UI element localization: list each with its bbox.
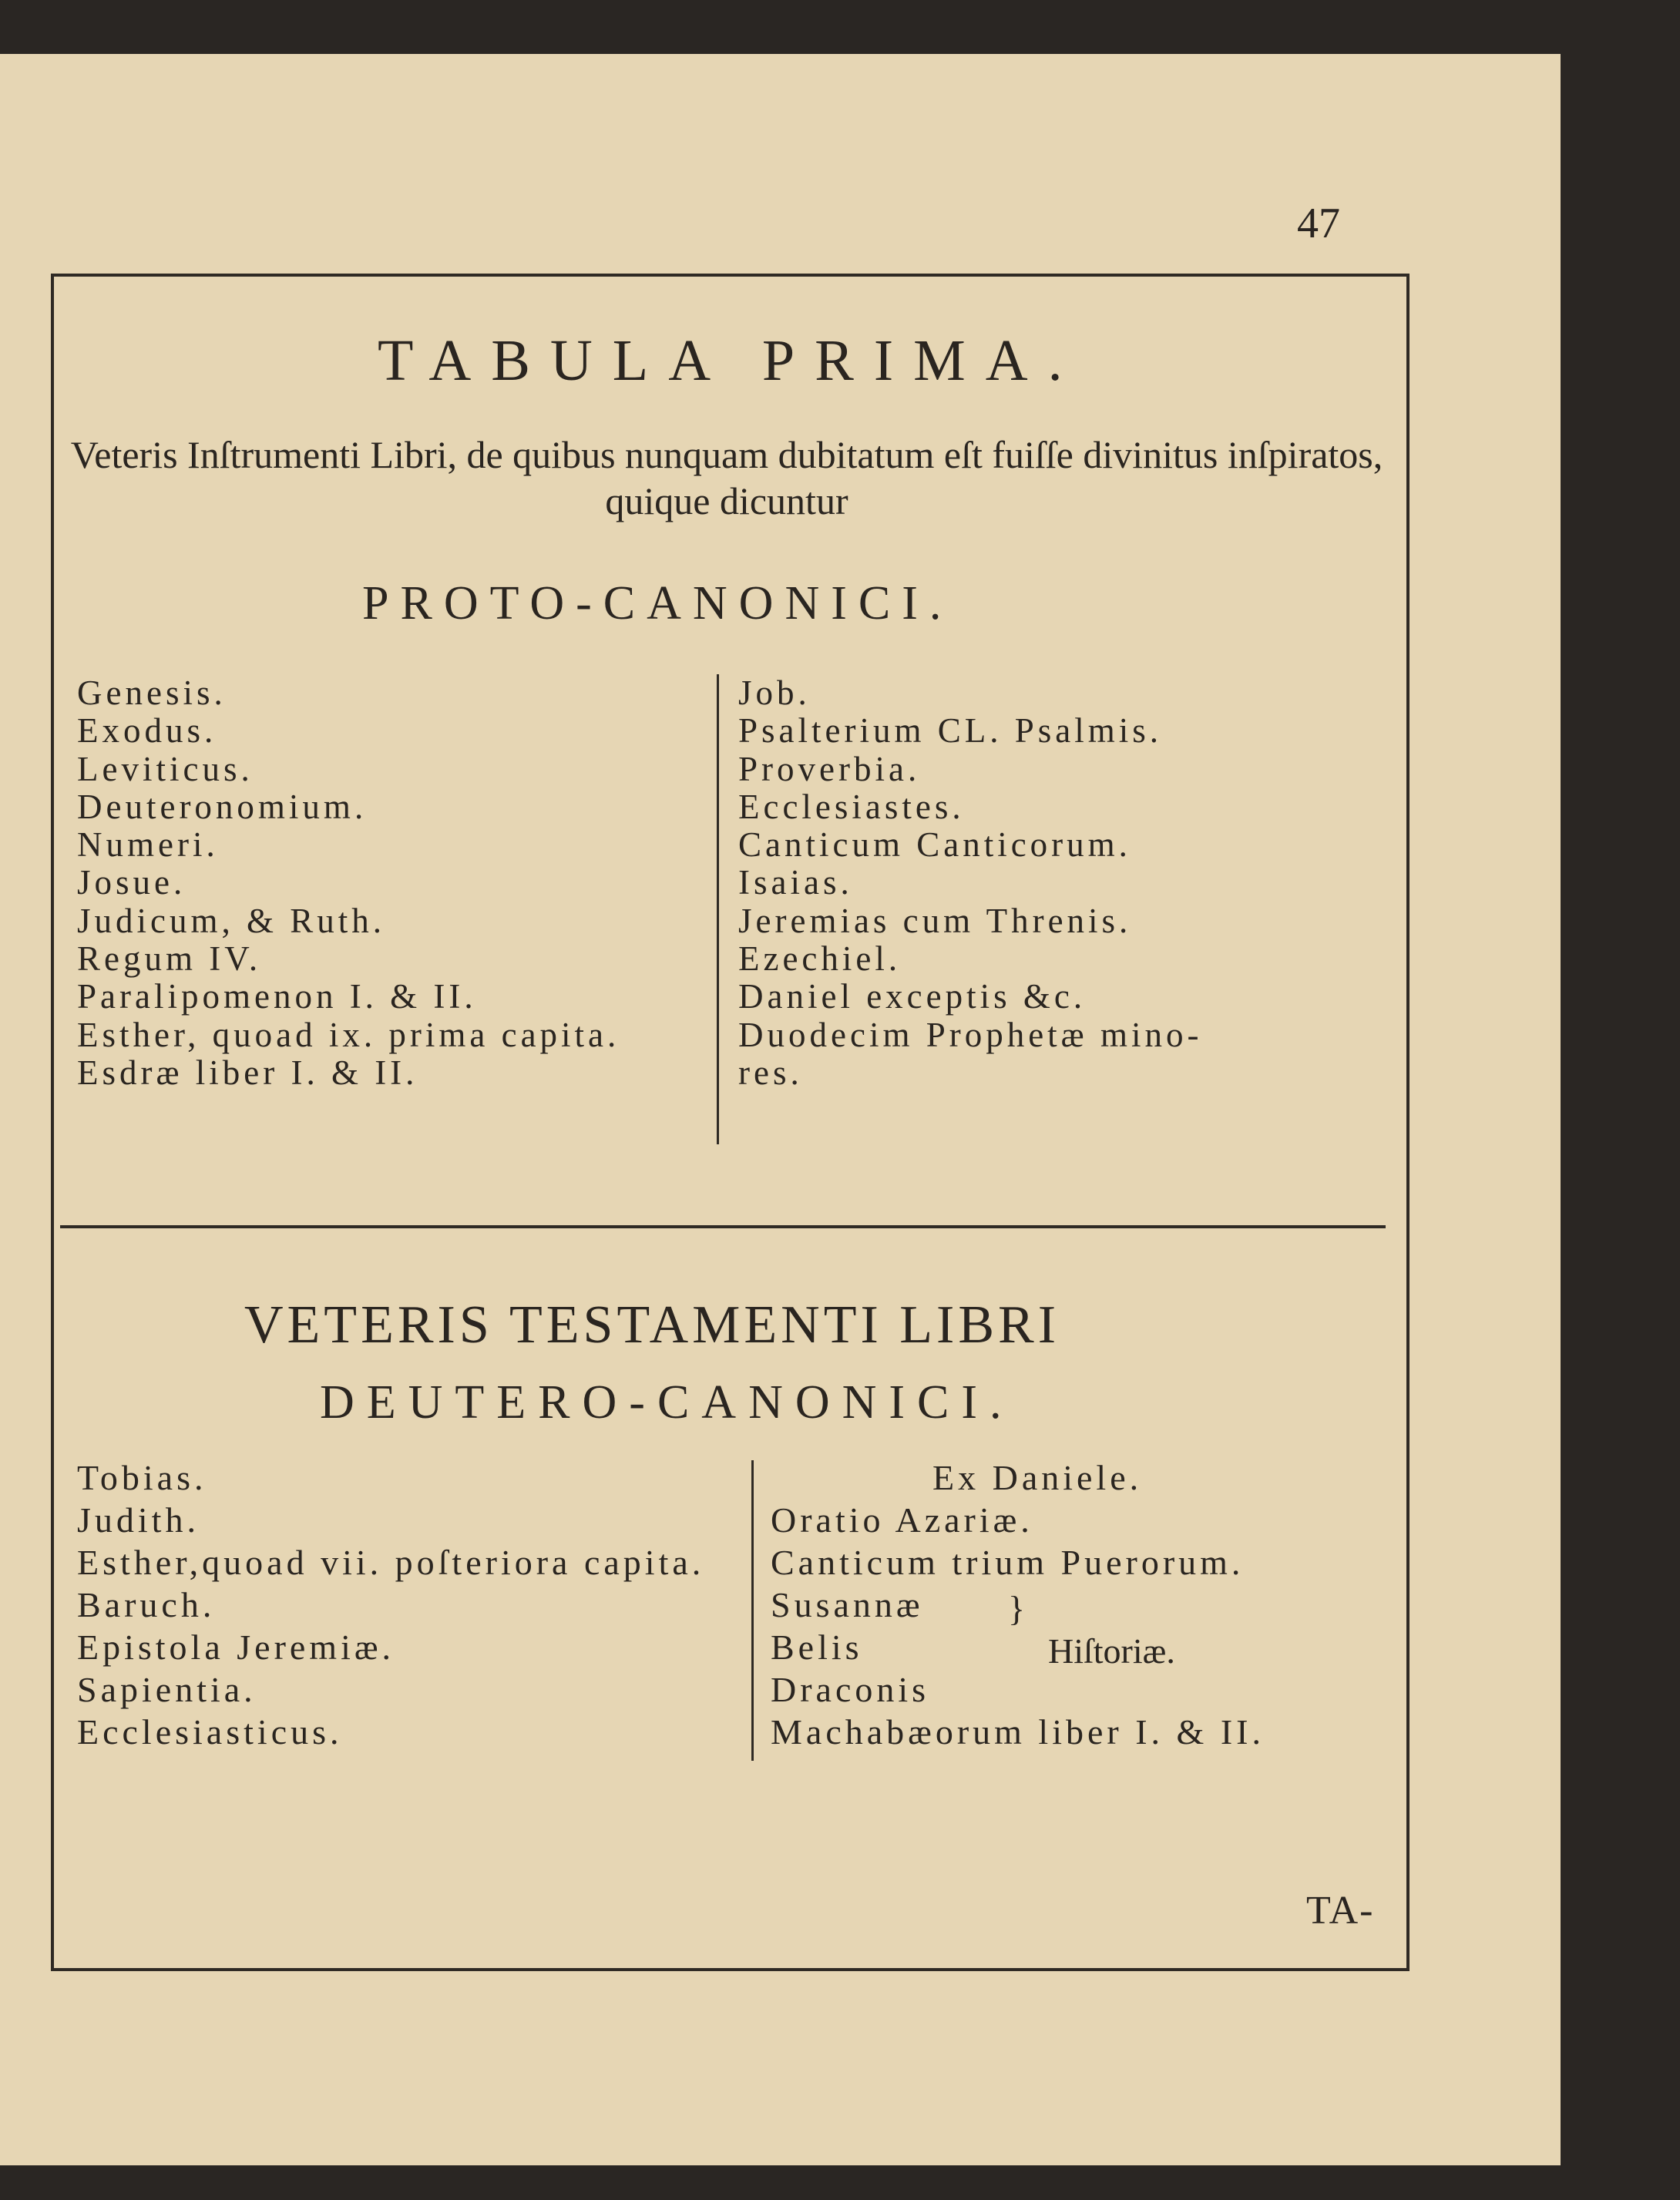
book-entry: Draconis [771,1670,930,1709]
column-heading: Ex Daniele. [932,1458,1143,1497]
book-entry: Genesis. [77,673,227,712]
book-entry: res. [738,1053,803,1092]
book-entry: Proverbia. [738,749,921,788]
brace-label: Hiſtoriæ. [1048,1631,1175,1671]
section-subtitle: DEUTERO-CANONICI. [320,1376,1014,1429]
book-entry: Esther, quoad ix. prima capita. [77,1015,620,1054]
proto-canonical-left-column [77,674,620,1092]
table-title: TABULA PRIMA. [378,328,1083,393]
book-entry: Numeri. [77,825,219,865]
book-entry: Psalterium CL. Psalmis. [738,711,1163,751]
book-entry: Oratio Azariæ. [771,1500,1033,1540]
book-entry: Jeremias cum Threnis. [738,901,1132,940]
book-entry: Regum IV. [77,939,262,979]
book-entry: Ezechiel. [738,939,902,979]
brace: } [1008,1589,1026,1628]
proto-canonical-right-column [738,674,1202,1092]
section-title: VETERIS TESTAMENTI LIBRI [244,1295,1060,1355]
section-divider [60,1225,1386,1228]
catchword: TA- [1306,1889,1375,1933]
page-number: 47 [1297,200,1340,247]
deutero-canonical-left-column [77,1456,704,1753]
table-subtitle: PROTO-CANONICI. [362,577,953,630]
book-entry: Esdræ liber I. & II. [77,1053,418,1092]
book-entry: Baruch. [77,1585,216,1624]
book-entry: Ecclesiasticus. [77,1712,343,1752]
book-entry: Isaias. [738,863,853,902]
book-entry: Daniel exceptis &c. [738,977,1087,1016]
column-divider [717,674,719,1144]
book-entry: Judicum, & Ruth. [77,901,386,940]
book-entry: Duodecim Prophetæ mino- [738,1015,1203,1054]
book-entry: Susannæ [771,1585,924,1624]
book-entry: Tobias. [77,1458,207,1497]
book-entry: Exodus. [77,711,217,751]
book-entry: Judith. [77,1500,200,1540]
book-entry: Josue. [77,863,186,902]
book-entry: Paralipomenon I. & II. [77,977,477,1016]
book-entry: Sapientia. [77,1670,257,1709]
column-divider [751,1460,754,1761]
book-entry: Ecclesiastes. [738,787,965,826]
book-entry: Deuteronomium. [77,787,368,826]
book-entry: Belis [771,1627,863,1667]
book-entry: Esther,quoad vii. poſteriora capita. [77,1543,705,1582]
table-description: Veteris Inſtrumenti Libri, de quibus nunquam dubitatum eſt fuiſſe divinitus inſpiratos, quique dicuntur [70,433,1383,522]
book-entry: Job. [738,673,811,712]
book-entry: Canticum trium Puerorum. [771,1543,1245,1582]
book-entry: Leviticus. [77,749,254,788]
book-entry: Machabæorum liber I. & II. [771,1712,1265,1752]
book-entry: Canticum Canticorum. [738,825,1131,865]
book-entry: Epistola Jeremiæ. [77,1627,395,1667]
